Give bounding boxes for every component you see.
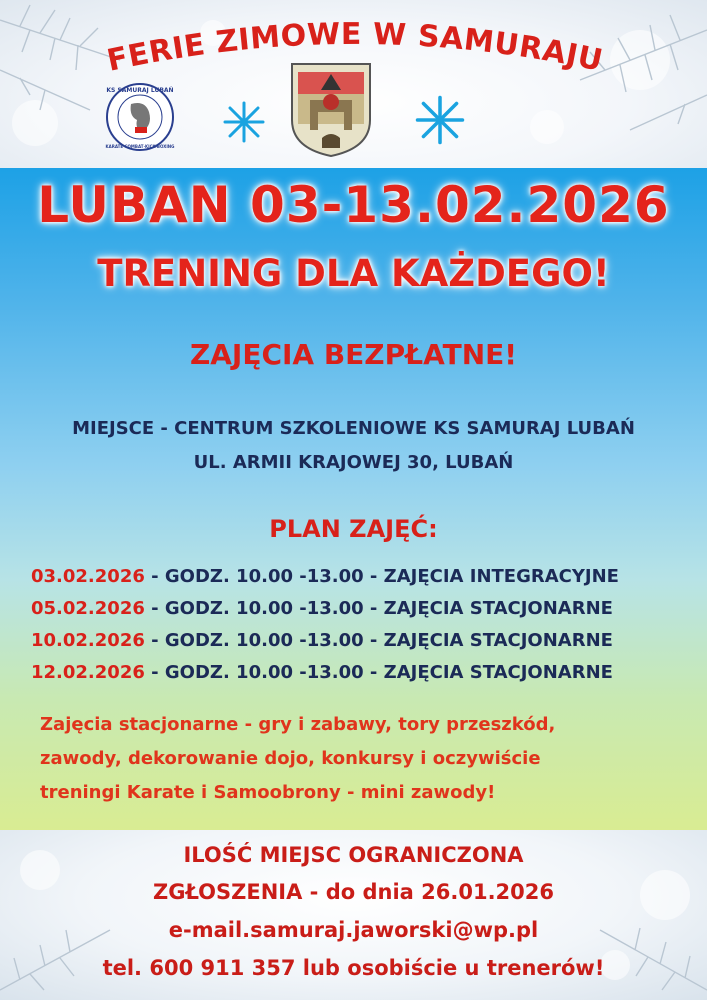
activities-note-line-2: zawody, dekorowanie dojo, konkursy i oczywiście (40, 748, 541, 769)
top-winter-banner (0, 0, 707, 170)
activities-note-line-1: Zajęcia stacjonarne - gry i zabawy, tory przeszkód, (40, 714, 556, 735)
club-logo-disciplines: KARATE·COMBAT·KICK-BOXING (105, 144, 175, 149)
snowflake-icon (414, 94, 466, 146)
headline-dates: LUBAN 03-13.02.2026 (37, 176, 670, 234)
schedule-date: 12.02.2026 (31, 662, 145, 683)
location-line-1: MIEJSCE - CENTRUM SZKOLENIOWE KS SAMURAJ LUBAŃ (72, 418, 635, 439)
contact-phone[interactable]: tel. 600 911 357 lub osobiście u trenerów! (102, 956, 605, 980)
limited-places-notice: ILOŚĆ MIEJSC OGRANICZONA (183, 843, 524, 867)
schedule-date: 03.02.2026 (31, 566, 145, 587)
signup-deadline: ZGŁOSZENIA - do dnia 26.01.2026 (152, 880, 554, 904)
frosted-branch-left (0, 890, 120, 1000)
schedule-details: - GODZ. 10.00 -13.00 - ZAJĘCIA INTEGRACYJNE (144, 566, 619, 587)
headline-subtitle: TRENING DLA KAŻDEGO! (97, 252, 610, 295)
arc-title-text: FERIE ZIMOWE W SAMURAJU (104, 16, 606, 79)
location-line-2: UL. ARMII KRAJOWEJ 30, LUBAŃ (193, 452, 514, 473)
town-coat-of-arms (288, 60, 374, 158)
schedule-date: 10.02.2026 (31, 630, 145, 651)
schedule-row (31, 598, 691, 619)
contact-email[interactable]: e-mail.samuraj.jaworski@wp.pl (168, 918, 539, 942)
schedule-details: - GODZ. 10.00 -13.00 - ZAJĘCIA STACJONARNE (144, 662, 613, 683)
schedule-row (31, 566, 691, 587)
schedule-row (31, 630, 691, 651)
schedule-details: - GODZ. 10.00 -13.00 - ZAJĘCIA STACJONARNE (144, 598, 613, 619)
bokeh-light (530, 110, 564, 144)
free-classes-banner: ZAJĘCIA BEZPŁATNE! (189, 338, 518, 371)
club-logo-name: KS SAMURAJ LUBAŃ (106, 87, 174, 94)
schedule-date: 05.02.2026 (31, 598, 145, 619)
club-logo (105, 82, 175, 152)
schedule-details: - GODZ. 10.00 -13.00 - ZAJĘCIA STACJONARNE (144, 630, 613, 651)
schedule-row (31, 662, 691, 683)
snowflake-icon (222, 100, 266, 144)
activities-note-line-3: treningi Karate i Samoobrony - mini zawody! (40, 782, 496, 803)
frosted-branch-right (590, 890, 707, 1000)
plan-title: PLAN ZAJĘĆ: (269, 515, 438, 543)
